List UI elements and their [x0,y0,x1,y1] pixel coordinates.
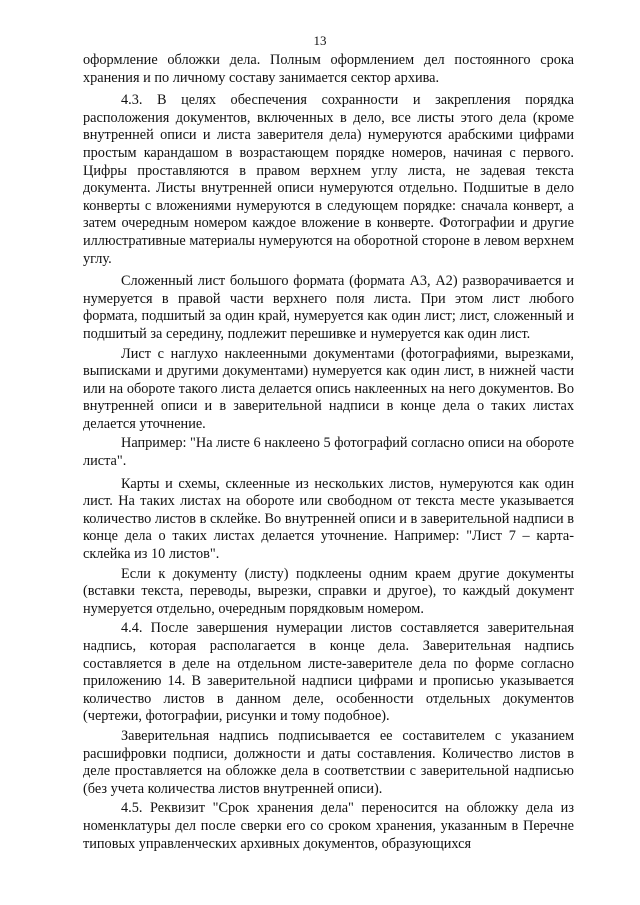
paragraph-maps-schemes: Карты и схемы, склеенные из нескольких листов, нумеруются как один лист. На таких листах на обороте или свободном от текста месте указывается количество листов в склейке. Во внутренней описи и в заверительной надписи в конце дела о таких листах делается уточнение. Например: "Лист 7 – карта-склейка из 10 листов". [83,475,574,563]
paragraph-pasted-documents: Лист с наглухо наклеенными документами (фотографиями, вырезками, выписками и другими документами) нумеруется как один лист, в нижней части или на обороте такого листа делается опись наклеенных на него документов. Во внутренней описи и в заверительной надписи в конце дела о таких листах делается уточнение. [83,345,574,432]
paragraph-folded-sheet: Сложенный лист большого формата (формата А3, А2) разворачивается и нумеруется в правой части верхнего поля листа. При этом лист любого формата, подшитый за один край, нумеруется как один лист; лист, сложенный и подшитый за середину, подлежит перешивке и нумеруется как один лист. [83,273,574,342]
document-body [83,52,574,855]
paragraph-attached-documents: Если к документу (листу) подклеены одним краем другие документы (вставки текста, переводы, вырезки, справки и другое), то каждый документ нумеруется отдельно, очередным порядковым номером. [83,565,574,617]
paragraph-continuation: оформление обложки дела. Полным оформлением дел постоянного срока хранения и по личному составу занимается сектор архива. [83,52,574,86]
paragraph-certification-signature: Заверительная надпись подписывается ее составителем с указанием расшифровки подписи, должности и даты составления. Количество листов в деле проставляется на обложке дела в соответствии с заверительной надписью (без учета количества листов внутренней описи). [83,727,574,797]
paragraph-4-3-numbering: 4.3. В целях обеспечения сохранности и закрепления порядка расположения документов, включенных в дело, все листы этого дела (кроме внутренней описи и листа заверителя дела) нумеруются арабскими цифрами простым карандашом в возрастающем порядке номеров, начиная с первого. Цифры проставляются в правом верхнем углу листа, не задевая текста документа. Листы внутренней описи нумеруются отдельно. Подшитые в дело конверты с вложениями нумеруются в следующем порядке: сначала конверт, а затем очередным номером каждое вложение в конверте. Фотографии и другие иллюстративные материалы нумеруются на оборотной стороне в левом верхнем углу. [83,92,574,267]
paragraph-example-photos: Например: "На листе 6 наклеено 5 фотографий согласно описи на обороте листа". [83,435,574,470]
paragraph-4-4-certification: 4.4. После завершения нумерации листов составляется заверительная надпись, которая располагается в конце дела. Заверительная надпись составляется в деле на отдельном листе-заверителе дела по форме согласно приложению 14. В заверительной надписи цифрами и прописью указывается количество листов в данном деле, особенности отдельных документов (чертежи, фотографии, рисунки и тому подобное). [83,620,574,725]
page-number: 13 [313,33,327,48]
paragraph-4-5-retention-period: 4.5. Реквизит "Срок хранения дела" переносится на обложку дела из номенклатуры дел после сверки его со сроком хранения, указанным в Перечне типовых управленческих архивных документов, образующихся [83,800,574,852]
